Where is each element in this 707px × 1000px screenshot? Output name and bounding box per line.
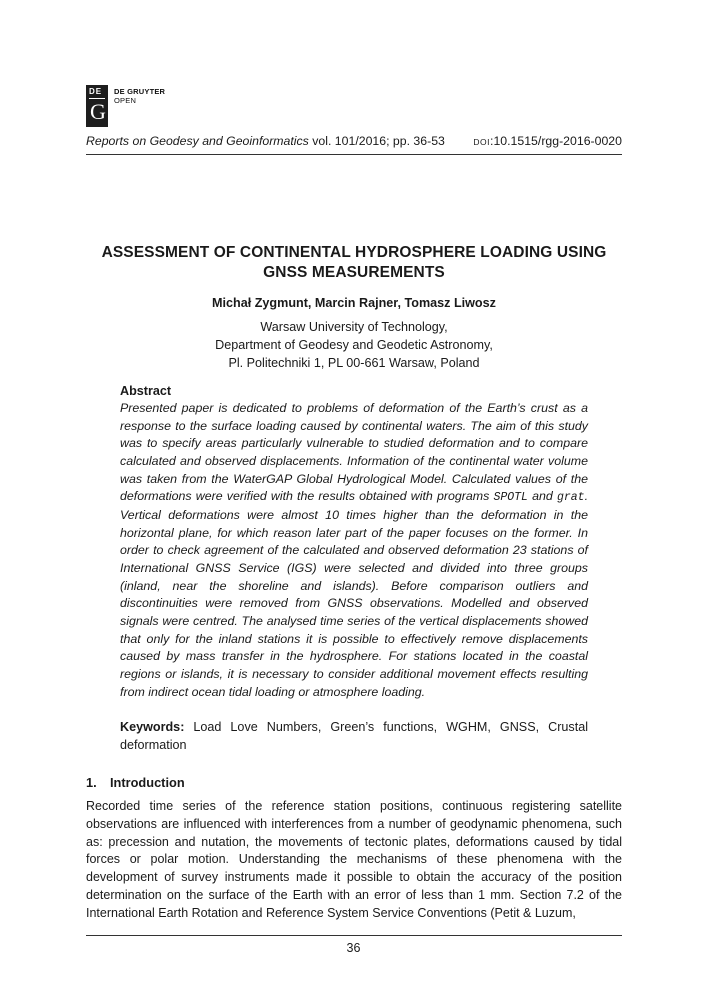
- program-spotl: SPOTL: [493, 491, 528, 505]
- logo-letter-g: G: [90, 99, 106, 124]
- doi-value: :10.1515/rgg-2016-0020: [490, 134, 622, 148]
- journal-header: [86, 134, 622, 148]
- title-line-2: GNSS MEASUREMENTS: [263, 264, 445, 281]
- affiliation-line-1: Warsaw University of Technology,: [260, 320, 448, 334]
- affiliation-line-2: Department of Geodesy and Geodetic Astronomy,: [215, 338, 493, 352]
- title-line-1: ASSESSMENT OF CONTINENTAL HYDROSPHERE LOADING USING: [101, 244, 607, 261]
- header-rule: [86, 154, 622, 155]
- section-title: Introduction: [110, 775, 185, 790]
- doi-label: DOI: [473, 137, 491, 147]
- abstract-heading: Abstract: [120, 384, 172, 398]
- doi: [473, 134, 622, 148]
- abstract-text-and: and: [527, 489, 557, 504]
- logo-letters: DE: [89, 87, 103, 96]
- section-heading-introduction: [86, 775, 185, 790]
- program-grat: grat: [556, 491, 585, 505]
- publisher-name: DE GRUYTER: [114, 87, 166, 96]
- abstract: [120, 383, 588, 701]
- keywords-text: Load Love Numbers, Green’s functions, WGHM, GNSS, Crustal deformation: [120, 720, 589, 752]
- journal-citation: [86, 134, 445, 148]
- authors: Michał Zygmunt, Marcin Rajner, Tomasz Liwosz: [212, 296, 496, 310]
- journal-name: Reports on Geodesy and Geoinformatics: [86, 134, 309, 148]
- publisher-logo: [86, 85, 165, 127]
- abstract-body: [120, 400, 588, 701]
- abstract-text-1: Presented paper is dedicated to problems of deformation of the Earth’s crust as a response to the surface loading caused by continental waters. The aim of this study was to specify areas particularly vulnerable to studied deformation and to compare calculated and observed displacements. Information of the continental water volume was taken from the WaterGAP Global Hydrological Model. Calculated values of the deformations were verified with the results obtained with programs: [120, 401, 588, 504]
- publisher-access: OPEN: [114, 96, 137, 105]
- paper-title: [60, 243, 648, 283]
- section-number: 1.: [86, 775, 97, 790]
- keywords-label: Keywords:: [120, 720, 185, 734]
- journal-volume-pages: vol. 101/2016; pp. 36-53: [312, 134, 445, 148]
- affiliation: [60, 318, 648, 372]
- affiliation-line-3: Pl. Politechniki 1, PL 00-661 Warsaw, Poland: [228, 356, 480, 370]
- introduction-paragraph: Recorded time series of the reference station positions, continuous registering satellite observations are influenced with interferences from a number of geodynamic phenomena, such as: precession and nutation, the movements of tectonic plates, deformations caused by tidal forces or polar motion. Understanding the mechanisms of these phenomena with the development of survey instruments made it possible to obtain the accuracy of the position determination on the surface of the Earth with an error of less than 1 mm. Section 7.2 of the International Earth Rotation and Reference System Service Conventions (Petit & Luzum,: [86, 799, 622, 920]
- page-number: 36: [346, 941, 361, 955]
- publisher-name-block: [114, 87, 165, 105]
- keywords: [120, 718, 588, 754]
- de-gruyter-logo-icon: [86, 85, 108, 127]
- abstract-text-2: . Vertical deformations were almost 10 times higher than the deformation in the horizontal plane, for which reason later part of the paper focuses on the former. In order to check agreement of the calculated and observed deformation 23 stations of International GNSS Service (IGS) were selected and divided into three groups (inland, near the shoreline and islands). Before comparison outliers and discontinuities were removed from GNSS observations. Modelled and observed signals were centred. The analysed time series of the vertical displacements showed that only for the inland stations it is possible to effectively remove displacements caused by mass transfer in the hydrosphere. For stations located in the coastal regions or islands, it is necessary to consider additional movement effects resulting from indirect ocean tidal loading or atmosphere loading.: [120, 489, 589, 699]
- footer-rule: [86, 935, 622, 936]
